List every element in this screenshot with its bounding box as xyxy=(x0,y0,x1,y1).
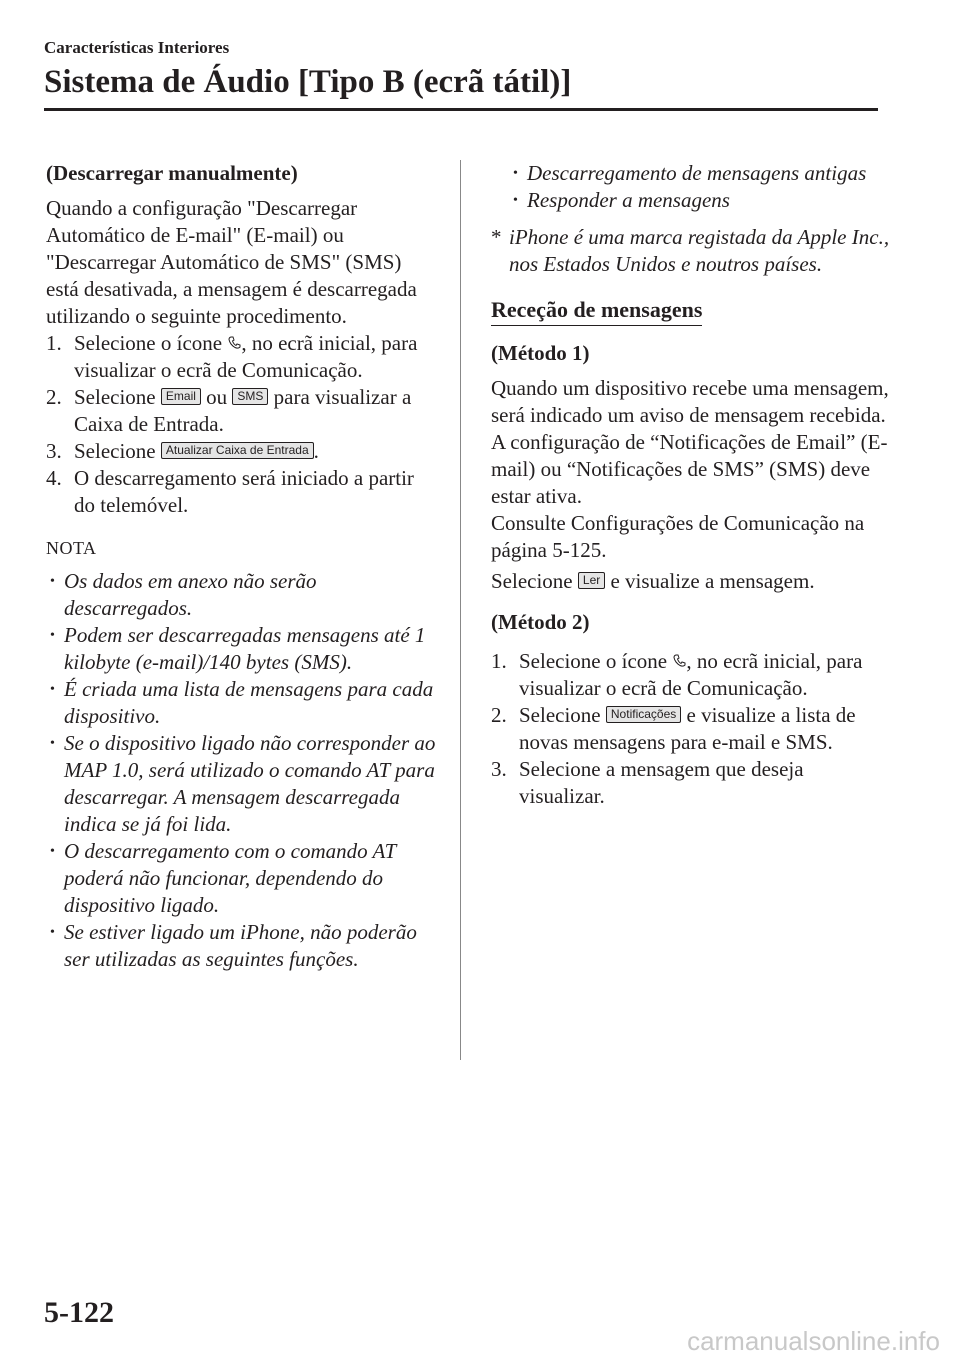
note-item xyxy=(509,160,891,187)
step-text-continued: , no ecrã inicial, para visualizar o ecrã de Comunicação. xyxy=(74,331,418,382)
manual-download-intro: Quando a configuração "Descarregar Automático de E-mail" (E-mail) ou "Descarregar Automático de SMS" (SMS) está desativada, a mensagem é descarregada utilizando o seguinte procedimento. xyxy=(46,196,417,328)
communication-icon xyxy=(672,653,686,669)
page-number: 5-122 xyxy=(44,1296,114,1329)
select-text-continued: e visualize a mensagem. xyxy=(610,569,815,593)
watermark: carmanualsonline.info xyxy=(687,1326,940,1356)
note-list xyxy=(46,568,438,973)
step-text-continued: para visualizar a Caixa de Entrada. xyxy=(74,385,412,436)
note-list-continued xyxy=(491,160,891,214)
step-text: Selecione xyxy=(74,439,156,463)
title-rule xyxy=(44,108,878,111)
step-text-continued: e visualize a lista de novas mensagens para e-mail e SMS. xyxy=(519,703,856,754)
communication-icon xyxy=(227,335,241,351)
step-text: Selecione xyxy=(519,703,601,727)
note-text: Se o dispositivo ligado não corresponder ao MAP 1.0, será utilizado o comando AT para descarregar. A mensagem descarregada indica se já foi lida. xyxy=(64,731,436,836)
note-text: Descarregamento de mensagens antigas xyxy=(527,161,867,185)
bullet-icon: • xyxy=(50,925,55,940)
column-divider xyxy=(460,160,461,1060)
method-1-heading: (Método 1) xyxy=(491,341,590,365)
bullet-icon: • xyxy=(50,628,55,643)
note-text: É criada uma lista de mensagens para cada dispositivo. xyxy=(64,677,434,728)
section-heading-receive: Receção de mensagens xyxy=(491,296,702,326)
step-number: 3. xyxy=(46,439,62,463)
step-number: 1. xyxy=(46,331,62,355)
step-text: Selecione xyxy=(74,385,156,409)
step-number: 2. xyxy=(46,385,62,409)
sms-button[interactable]: SMS xyxy=(232,388,268,405)
footnote-text: iPhone é uma marca registada da Apple Inc., nos Estados Unidos e noutros países. xyxy=(509,225,890,276)
manual-download-steps xyxy=(46,330,438,519)
note-text: Os dados em anexo não serão descarregados. xyxy=(64,569,317,620)
method-1-reference: Consulte Configurações de Comunicação na página 5-125. xyxy=(491,511,865,562)
step-2 xyxy=(491,702,891,756)
note-item xyxy=(46,676,438,730)
note-label: NOTA xyxy=(46,538,97,558)
bullet-icon: • xyxy=(50,736,55,751)
asterisk: * xyxy=(491,225,502,249)
note-text: O descarregamento com o comando AT poderá não funcionar, dependendo do dispositivo ligado. xyxy=(64,839,396,917)
step-text-continued: , no ecrã inicial, para visualizar o ecrã de Comunicação. xyxy=(519,649,863,700)
step-3 xyxy=(46,438,438,465)
step-number: 1. xyxy=(491,649,507,673)
step-1 xyxy=(491,648,891,702)
bullet-icon: • xyxy=(513,166,518,181)
select-text: Selecione xyxy=(491,569,573,593)
step-text: Selecione a mensagem que deseja visualizar. xyxy=(519,757,804,808)
method-2-steps xyxy=(491,648,891,810)
step-text: Selecione o ícone xyxy=(74,331,223,355)
note-item xyxy=(46,838,438,919)
step-2 xyxy=(46,384,438,438)
step-1 xyxy=(46,330,438,384)
method-2-heading: (Método 2) xyxy=(491,610,590,634)
step-number: 4. xyxy=(46,466,62,490)
note-item xyxy=(46,919,438,973)
note-item xyxy=(509,187,891,214)
note-text: Podem ser descarregadas mensagens até 1 kilobyte (e-mail)/140 bytes (SMS). xyxy=(64,623,426,674)
note-text: Responder a mensagens xyxy=(527,188,730,212)
note-text: Se estiver ligado um iPhone, não poderão ser utilizadas as seguintes funções. xyxy=(64,920,417,971)
notifications-button[interactable]: Notificações xyxy=(606,706,681,723)
update-inbox-button[interactable]: Atualizar Caixa de Entrada xyxy=(161,442,314,459)
note-item xyxy=(46,622,438,676)
step-period: . xyxy=(313,439,319,463)
note-item xyxy=(46,568,438,622)
bullet-icon: • xyxy=(50,682,55,697)
step-4 xyxy=(46,465,438,519)
page-header xyxy=(44,38,878,111)
bullet-icon: • xyxy=(513,193,518,208)
section-label: Características Interiores xyxy=(44,38,230,57)
note-item xyxy=(46,730,438,838)
step-number: 2. xyxy=(491,703,507,727)
bullet-icon: • xyxy=(50,574,55,589)
bullet-icon: • xyxy=(50,844,55,859)
method-1-paragraph: Quando um dispositivo recebe uma mensagem, será indicado um aviso de mensagem recebida. A configuração de “Notificações de Email” (E-mail) ou “Notificações de SMS” (SMS) deve estar ativa. xyxy=(491,376,889,508)
read-button[interactable]: Ler xyxy=(578,572,605,589)
iphone-footnote xyxy=(491,224,891,278)
step-3 xyxy=(491,756,891,810)
step-number: 3. xyxy=(491,757,507,781)
method-1-select xyxy=(491,568,891,595)
page-title: Sistema de Áudio [Tipo B (ecrã tátil)] xyxy=(44,64,572,100)
manual-download-heading: (Descarregar manualmente) xyxy=(46,161,298,185)
step-text: Selecione o ícone xyxy=(519,649,668,673)
step-text-or: ou xyxy=(206,385,228,409)
email-button[interactable]: Email xyxy=(161,388,201,405)
right-column xyxy=(491,160,891,810)
step-text: O descarregamento será iniciado a partir do telemóvel. xyxy=(74,466,414,517)
left-column xyxy=(46,160,438,973)
